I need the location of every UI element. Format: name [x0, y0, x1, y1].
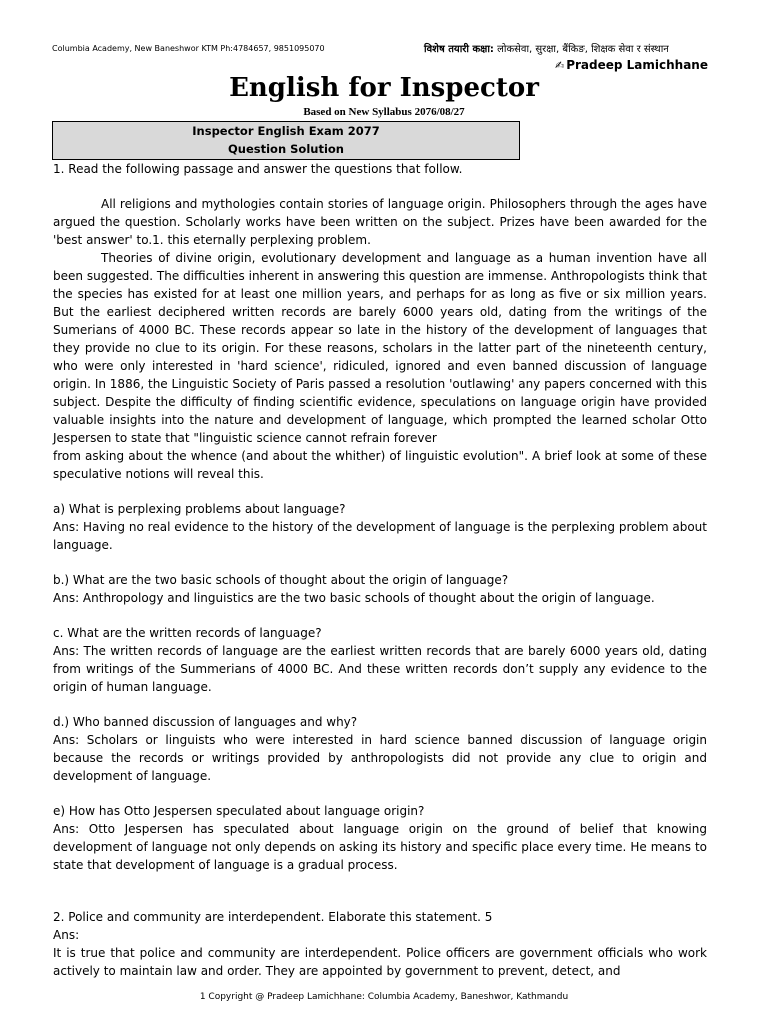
answer-1c: Ans: The written records of language are the earliest written records that are barely 6000 years old, dating from writings of the Summerians of 4000 BC. And these written records don’t supply any evidence to the origin of human language.	[53, 644, 707, 694]
author-name: Pradeep Lamichhane	[566, 58, 708, 72]
passage-paragraph-3: from asking about the whence (and about the whither) of linguistic evolution". A brief look at some of these speculative notions will reveal this.	[53, 449, 707, 481]
document-body	[53, 160, 707, 980]
exam-subtitle: Question Solution	[228, 142, 344, 156]
passage-paragraph-1: All religions and mythologies contain stories of language origin. Philosophers through the ages have argued the question. Scholarly works have been written on the subject. Prizes have been awarded for the 'best answer' to.1. this eternally perplexing problem.	[53, 197, 707, 247]
pen-hand-icon: ✍	[554, 59, 565, 72]
special-classes-label: विशेष तयारी कक्षा:	[424, 44, 494, 55]
passage-paragraph-2: Theories of divine origin, evolutionary development and language as a human invention have all been suggested. The difficulties inherent in answering this question are immense. Anthropologists think that the species has existed for at least one million years, and perhaps for as long as five or six million years. But the earliest deciphered written records are barely 6000 years old, dating from the writings of the Sumerians of 4000 BC. These records appear so late in the history of the development of languages that they provide no clue to its origin. For these reasons, scholars in the latter part of the nineteenth century, who were only interested in 'hard science', ridiculed, ignored and even banned discussion of language origin. In 1886, the Linguistic Society of Paris passed a resolution 'outlawing' any papers concerned with this subject. Despite the difficulty of finding scientific evidence, speculations on language origin have provided valuable insights into the nature and development of language, which prompted the learned scholar Otto Jespersen to state that "linguistic science cannot refrain forever	[53, 251, 707, 445]
answer-1d: Ans: Scholars or linguists who were interested in hard science banned discussion of language origin because the records or writings provided by anthropologists did not provide any clue to origin and development of language.	[53, 733, 707, 783]
exam-title-box	[52, 121, 520, 160]
question-1b: b.) What are the two basic schools of thought about the origin of language?	[53, 573, 509, 587]
answer-1b: Ans: Anthropology and linguistics are the two basic schools of thought about the origin of language.	[53, 591, 655, 605]
question-2-heading: 2. Police and community are interdependent. Elaborate this statement. 5	[53, 910, 493, 924]
question-2-ans-label: Ans:	[53, 928, 80, 942]
special-classes-items: लोकसेवा, सुरक्षा, बैंकिङ, शिक्षक सेवा र संस्थान	[497, 44, 669, 55]
question-1-heading: 1. Read the following passage and answer the questions that follow.	[53, 162, 463, 176]
page-subtitle: Based on New Syllabus 2076/08/27	[303, 106, 465, 118]
page-title: English for Inspector	[229, 73, 539, 103]
answer-1e: Ans: Otto Jespersen has speculated about language origin on the ground of belief that knowing development of language not only depends on asking its history and specific place every time. He means to state that development of language is a gradual process.	[53, 822, 707, 872]
question-1d: d.) Who banned discussion of languages and why?	[53, 715, 358, 729]
author-line	[555, 58, 708, 72]
header-special-classes	[424, 41, 669, 55]
page-footer: 1 Copyright @ Pradeep Lamichhane: Columbia Academy, Baneshwor, Kathmandu	[199, 992, 569, 1002]
answer-2-body: It is true that police and community are interdependent. Police officers are government officials who work actively to maintain law and order. They are appointed by government to prevent, detect, and	[53, 946, 707, 978]
header-institute: Columbia Academy, New Baneshwor KTM Ph:4784657, 9851095070	[52, 44, 325, 53]
question-1a: a) What is perplexing problems about language?	[53, 502, 346, 516]
question-1e: e) How has Otto Jespersen speculated about language origin?	[53, 804, 425, 818]
answer-1a: Ans: Having no real evidence to the history of the development of language is the perplexing problem about language.	[53, 520, 707, 552]
exam-title: Inspector English Exam 2077	[192, 124, 380, 138]
question-1c: c. What are the written records of language?	[53, 626, 322, 640]
